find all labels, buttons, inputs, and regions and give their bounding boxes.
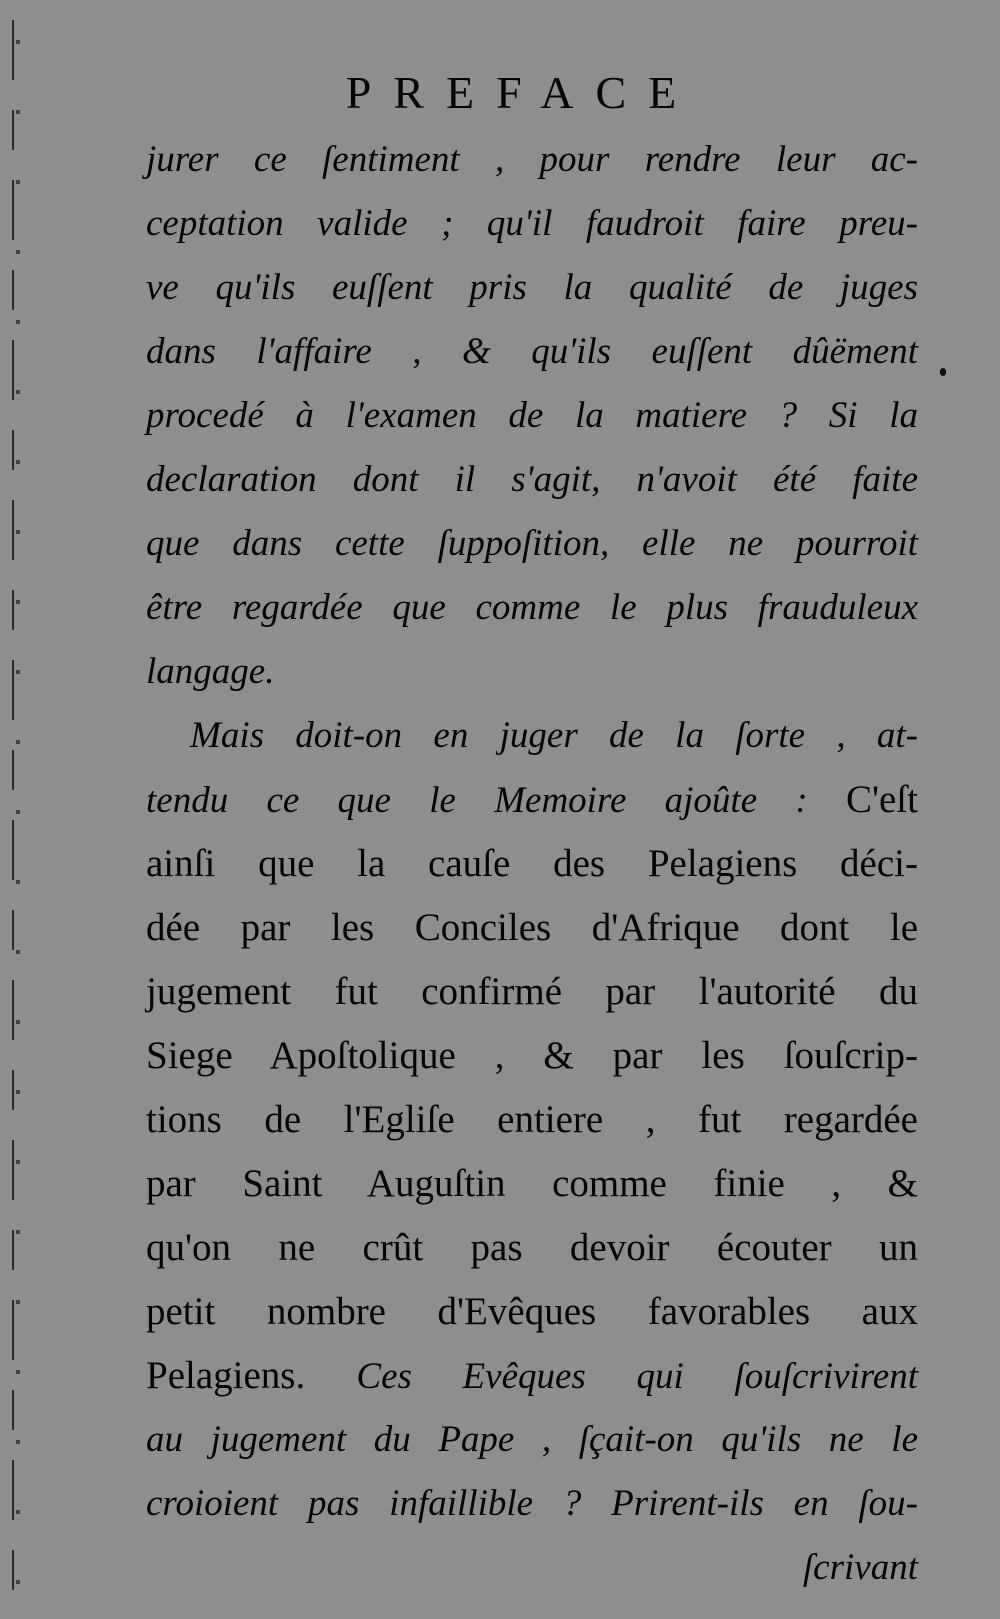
text-line: Mais doit-on en juger de la ſorte , at- bbox=[190, 715, 918, 756]
page-title: PREFACE bbox=[345, 67, 699, 118]
text-line: jurer ce ſentiment , pour rendre leur ac- bbox=[146, 139, 918, 180]
text-line: langage. bbox=[146, 651, 275, 692]
page-edge-rule bbox=[12, 20, 14, 1610]
text-line: petit nombre d'Evêques favorables aux bbox=[146, 1290, 918, 1333]
text-line: jugement fut confirmé par l'autorité du bbox=[146, 970, 918, 1013]
text-line: ve qu'ils euſſent pris la qualité de juges bbox=[146, 267, 918, 308]
text-line: dans l'affaire , & qu'ils euſſent dûëment bbox=[146, 331, 918, 372]
text-line: croioient pas infaillible ? Prirent-ils en ſou- bbox=[146, 1483, 918, 1524]
catchword: ſcrivant bbox=[802, 1547, 918, 1588]
text-line-mixed bbox=[146, 1344, 918, 1408]
text-segment-roman: C'eſt bbox=[845, 778, 919, 821]
text-line: ceptation valide ; qu'il faudroit faire preu- bbox=[146, 203, 918, 244]
text-line: qu'on ne crût pas devoir écouter un bbox=[146, 1226, 918, 1269]
text-line: que dans cette ſuppoſition, elle ne pourroit bbox=[146, 523, 918, 564]
text-line: au jugement du Pape , ſçait-on qu'ils ne le bbox=[146, 1419, 918, 1460]
text-line: dée par les Conciles d'Afrique dont le bbox=[146, 906, 918, 949]
text-line: tions de l'Egliſe entiere , fut regardée bbox=[146, 1098, 918, 1141]
ink-speck bbox=[940, 368, 946, 376]
text-line-mixed bbox=[146, 768, 918, 832]
text-segment-roman: Pelagiens. bbox=[146, 1354, 306, 1397]
text-segment-italic: tendu ce que le Memoire ajoûte : bbox=[146, 780, 808, 821]
text-line: par Saint Auguſtin comme finie , & bbox=[146, 1162, 918, 1205]
text-line: ainſi que la cauſe des Pelagiens déci- bbox=[146, 842, 918, 885]
text-line: procedé à l'examen de la matiere ? Si la bbox=[146, 395, 918, 436]
text-line: Siege Apoſtolique , & par les ſouſcrip- bbox=[146, 1034, 918, 1077]
page-body bbox=[146, 128, 918, 1600]
text-line: declaration dont il s'agit, n'avoit été faite bbox=[146, 459, 918, 500]
text-segment-italic: Ces Evêques qui ſouſcrivirent bbox=[356, 1356, 919, 1397]
text-line: être regardée que comme le plus frauduleux bbox=[146, 587, 918, 628]
page-edge-marks bbox=[16, 40, 20, 1600]
